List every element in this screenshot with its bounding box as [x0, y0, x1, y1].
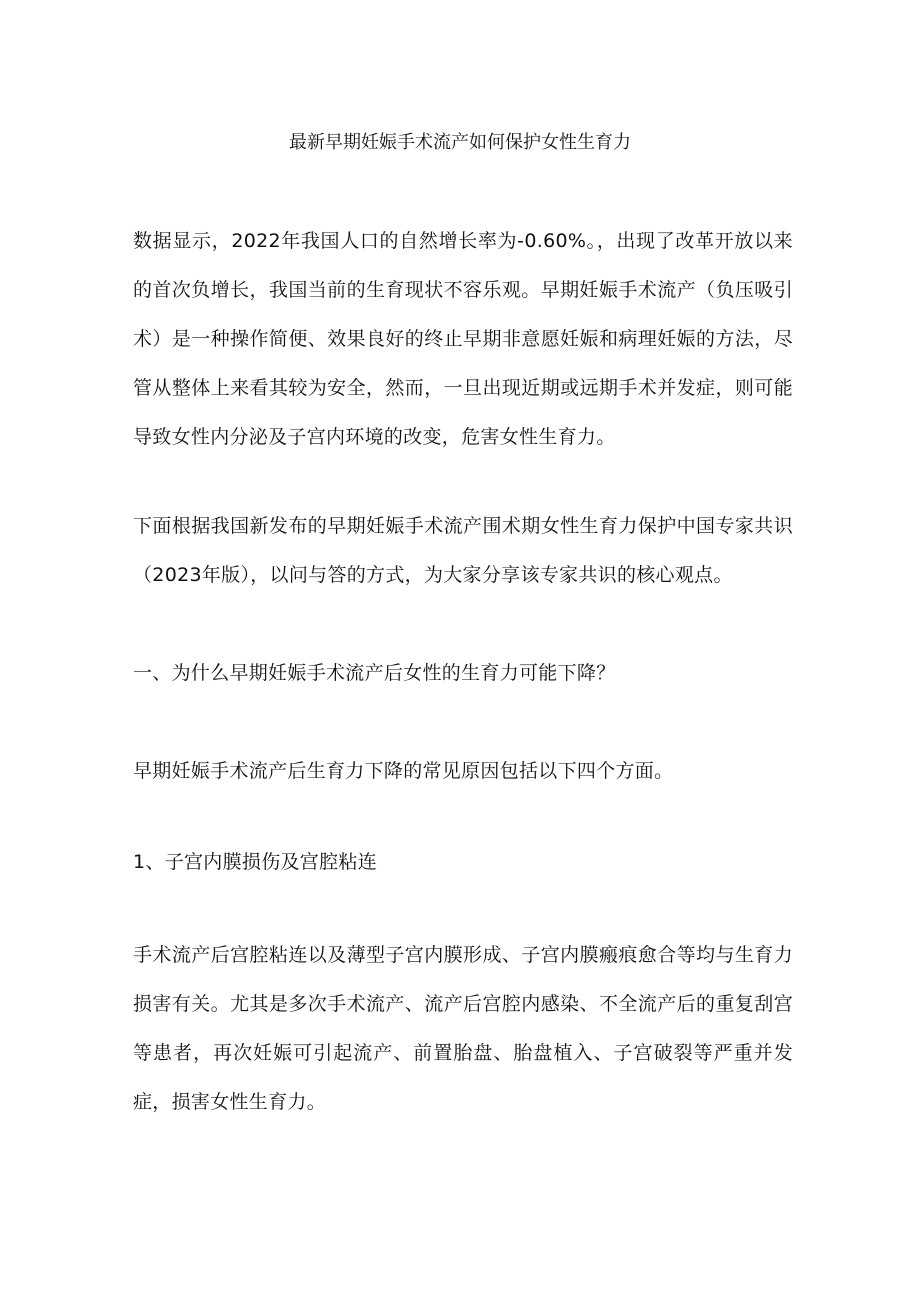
paragraph-endometrium: 手术流产后宫腔粘连以及薄型子宫内膜形成、子宫内膜瘢痕愈合等均与生育力损害有关。尤其是多次手术流产、流产后宫腔内感染、不全流产后的重复刮宫等患者，再次妊娠可引起流产、前置胎盘、胎盘植入、子宫破裂等严重并发症，损害女性生育力。: [133, 944, 793, 1113]
section-heading-1: 一、为什么早期妊娠手术流产后女性的生育力可能下降？: [133, 662, 616, 684]
paragraph-consensus: 下面根据我国新发布的早期妊娠手术流产围术期女性生育力保护中国专家共识（2023年版），以问与答的方式，为大家分享该专家共识的核心观点。: [133, 515, 793, 586]
paragraph-intro: 数据显示，2022年我国人口的自然增长率为-0.60%。，出现了改革开放以来的首次负增长，我国当前的生育现状不容乐观。早期妊娠手术流产（负压吸引术）是一种操作简便、效果良好的终止早期非意愿妊娠和病理妊娠的方法，尽管从整体上来看其较为安全，然而，一旦出现近期或远期手术并发症，则可能导致女性内分泌及子宫内环境的改变，危害女性生育力。: [133, 230, 793, 448]
subsection-heading-1: 1、子宫内膜损伤及宫腔粘连: [133, 851, 377, 873]
paragraph-causes: 早期妊娠手术流产后生育力下降的常见原因包括以下四个方面。: [133, 760, 674, 782]
document-title: 最新早期妊娠手术流产如何保护女性生育力: [289, 132, 631, 153]
